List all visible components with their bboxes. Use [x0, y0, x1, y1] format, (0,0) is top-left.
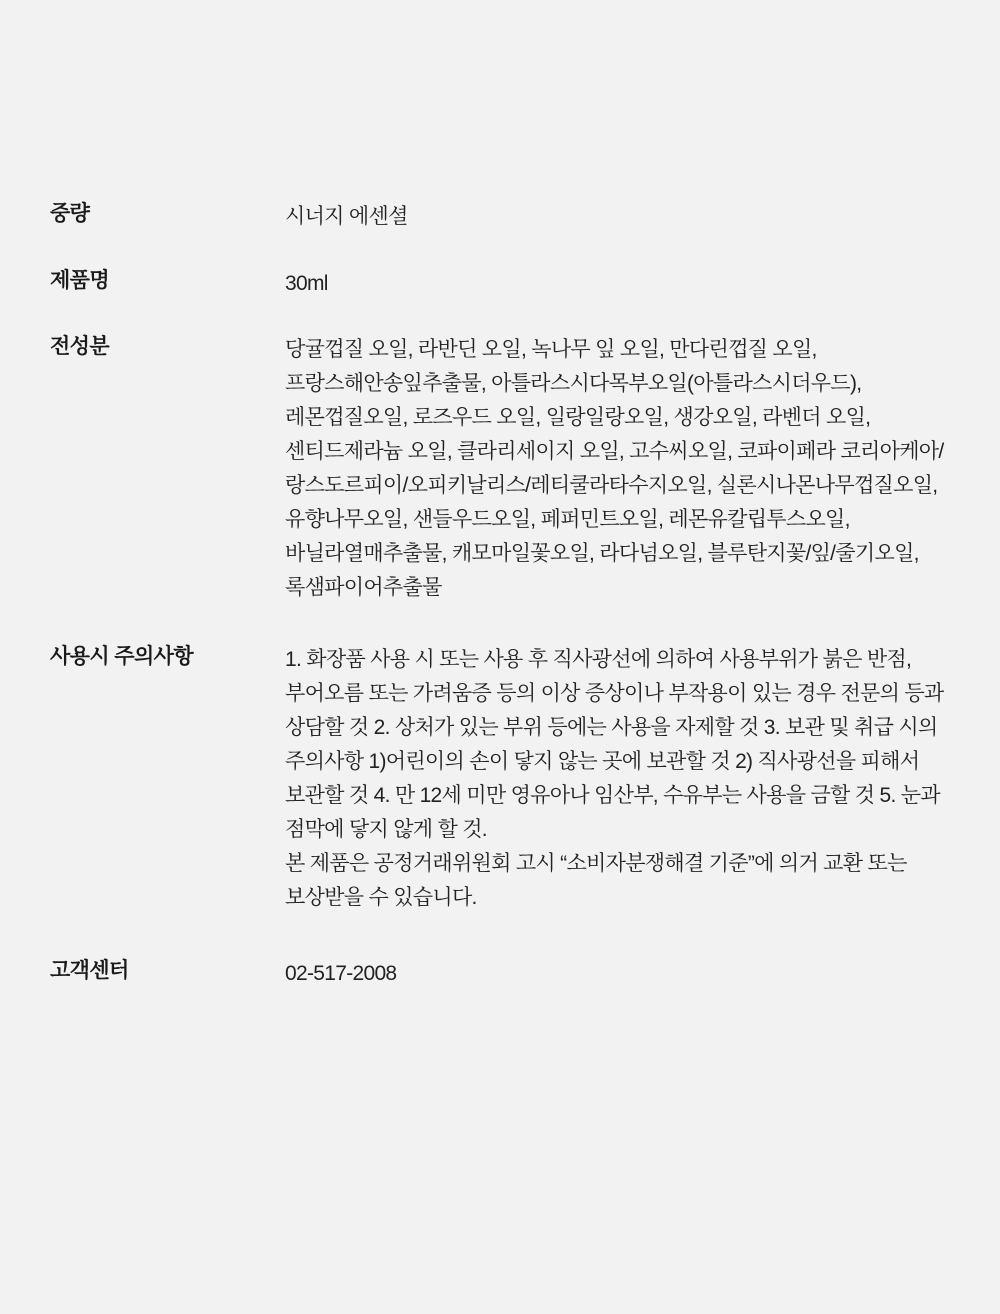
caution-paragraph-1: 1. 화장품 사용 시 또는 사용 후 직사광선에 의하여 사용부위가 붉은 반점, 부어오름 또는 가려움증 등의 이상 증상이나 부작용이 있는 경우 전문의 등과 상담할 것 2. 상처가 있는 부위 등에는 사용을 자제할 것 3. 보관 및 취급 시의 주의사항 1)어린이의 손이 닿지 않는 곳에 보관할 것 2) 직사광선을 피해서 보관할 것 4. 만 12세 미만 영유아나 임산부, 수유부는 사용을 금할 것 5. 눈과 점막에 닿지 않게 할 것.	[285, 648, 944, 842]
spec-value-weight: 시너지 에센셜	[285, 205, 408, 228]
table-row	[50, 200, 950, 267]
caution-paragraph-2: 본 제품은 공정거래위원회 고시 “소비자분쟁해결 기준”에 의거 교환 또는 보상받을 수 있습니다.	[285, 852, 907, 910]
spec-label-caution: 사용시 주의사항	[50, 645, 194, 669]
table-row	[50, 267, 950, 333]
table-row	[50, 643, 950, 957]
spec-value-ingredients: 당귤껍질 오일, 라반딘 오일, 녹나무 잎 오일, 만다린껍질 오일, 프랑스해안송잎추출물, 아틀라스시다목부오일(아틀라스시더우드), 레몬껍질오일, 로즈우드 오일, 일랑일랑오일, 생강오일, 라벤더 오일, 센티드제라늄 오일, 클라리세이지 오일, 고수씨오일, 코파이페라 코리아케아/랑스도르피이/오피키날리스/레티쿨라타수지오일, 실론시나몬나무껍질오일, 유향나무오일, 샌들우드오일, 페퍼민트오일, 레몬유칼립투스오일, 바닐라열매추출물, 캐모마일꽃오일, 라다넘오일, 블루탄지꽃/잎/줄기오일, 록샘파이어추출물	[285, 338, 944, 600]
spec-label-ingredients: 전성분	[50, 335, 110, 359]
table-row	[50, 957, 950, 991]
spec-value-customer-center: 02-517-2008	[285, 962, 397, 986]
spec-label-customer-center: 고객센터	[50, 959, 129, 983]
spec-label-weight: 중량	[50, 202, 90, 225]
spec-value-product-name: 30ml	[285, 272, 328, 296]
table-row	[50, 333, 950, 643]
spec-value-caution	[285, 643, 950, 957]
product-spec-table	[50, 200, 950, 991]
spec-label-product-name: 제품명	[50, 269, 110, 293]
